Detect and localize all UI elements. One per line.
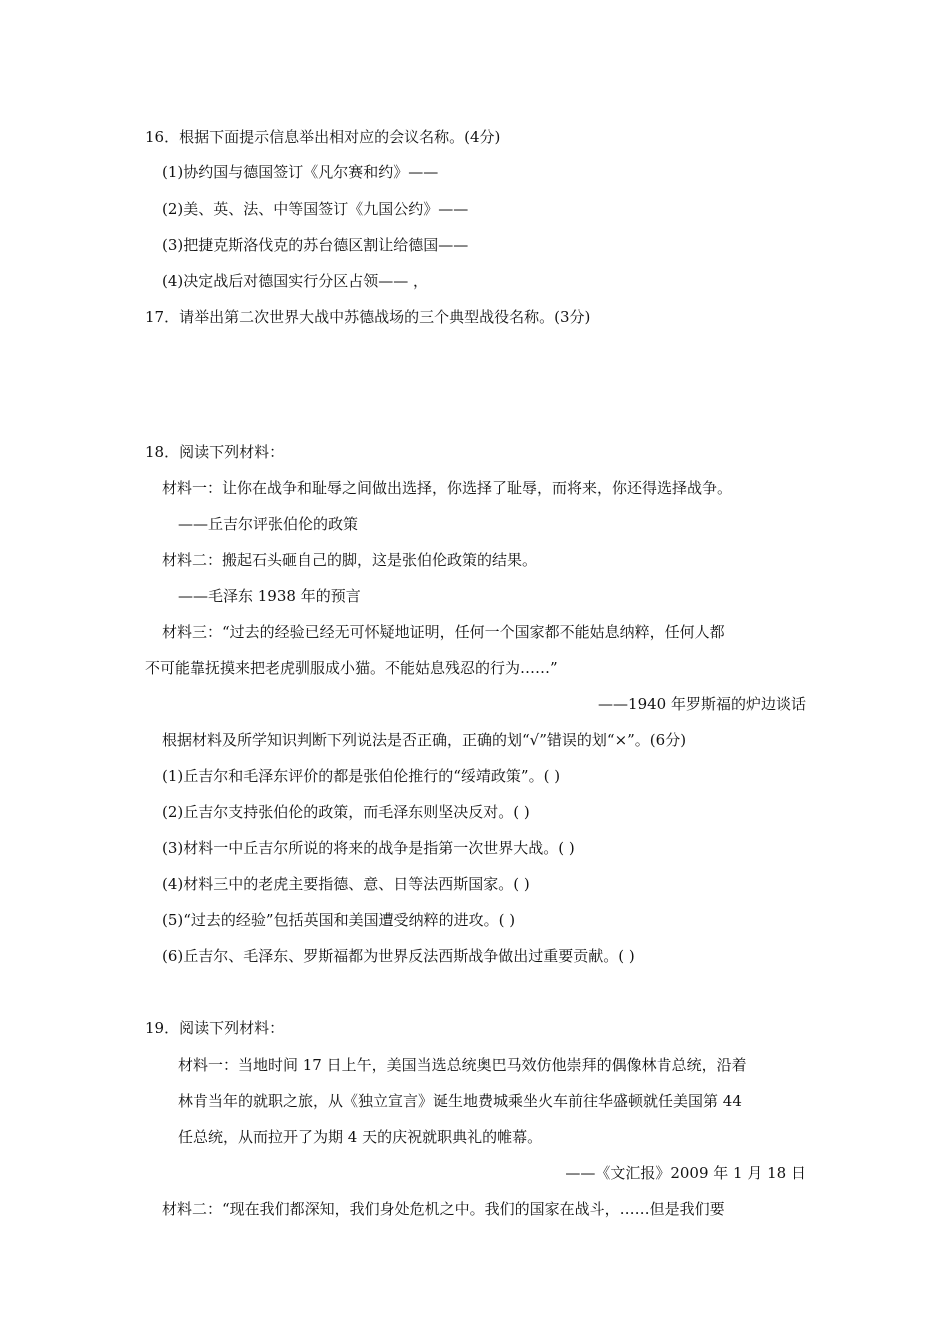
q18-material-1-source: ——丘吉尔评张伯伦的政策 <box>178 515 359 533</box>
q17-title: 17．请举出第二次世界大战中苏德战场的三个典型战役名称。(3分) <box>145 308 591 326</box>
q19-material-2: 材料二：“现在我们都深知，我们身处危机之中。我们的国家在战斗，……但是我们要 <box>162 1200 725 1218</box>
q16-item-4: (4)决定战后对德国实行分区占领—— ， <box>162 272 429 290</box>
q19-material-1-line-2: 林肯当年的就职之旅，从《独立宣言》诞生地费城乘坐火车前往华盛顿就任美国第 44 <box>178 1092 742 1110</box>
q19-material-1-source: ——《文汇报》2009 年 1 月 18 日 <box>565 1164 806 1182</box>
q18-item-5: (5)“过去的经验”包括英国和美国遭受纳粹的进攻。( ) <box>162 911 516 929</box>
q16-title: 16．根据下面提示信息举出相对应的会议名称。(4分) <box>145 128 501 146</box>
q16-item-3: (3)把捷克斯洛伐克的苏台德区割让给德国—— <box>162 236 469 254</box>
q19-material-1-line-1: 材料一：当地时间 17 日上午，美国当选总统奥巴马效仿他崇拜的偶像林肯总统，沿着 <box>178 1056 747 1074</box>
q18-material-2: 材料二：搬起石头砸自己的脚，这是张伯伦政策的结果。 <box>162 551 538 569</box>
q18-material-3-line-2: 不可能靠抚摸来把老虎驯服成小猫。不能姑息残忍的行为……” <box>145 659 558 677</box>
q16-item-2: (2)美、英、法、中等国签订《九国公约》—— <box>162 200 469 218</box>
q19-material-1-line-3: 任总统，从而拉开了为期 4 天的庆祝就职典礼的帷幕。 <box>178 1128 543 1146</box>
q18-item-6: (6)丘吉尔、毛泽东、罗斯福都为世界反法西斯战争做出过重要贡献。( ) <box>162 947 635 965</box>
q18-title: 18．阅读下列材料： <box>145 443 285 461</box>
q16-item-1: (1)协约国与德国签订《凡尔赛和约》—— <box>162 163 439 181</box>
q18-material-2-source: ——毛泽东 1938 年的预言 <box>178 587 361 605</box>
q18-material-3-line-1: 材料三：“过去的经验已经无可怀疑地证明，任何一个国家都不能姑息纳粹，任何人都 <box>162 623 725 641</box>
q19-title: 19．阅读下列材料： <box>145 1019 285 1037</box>
q18-instruction: 根据材料及所学知识判断下列说法是否正确，正确的划“√”错误的划“×”。(6分) <box>162 731 687 749</box>
q18-item-2: (2)丘吉尔支持张伯伦的政策，而毛泽东则坚决反对。( ) <box>162 803 530 821</box>
q18-material-1: 材料一：让你在战争和耻辱之间做出选择，你选择了耻辱，而将来，你还得选择战争。 <box>162 479 733 497</box>
q18-item-1: (1)丘吉尔和毛泽东评价的都是张伯伦推行的“绥靖政策”。( ) <box>162 767 561 785</box>
q18-item-3: (3)材料一中丘吉尔所说的将来的战争是指第一次世界大战。( ) <box>162 839 575 857</box>
q18-item-4: (4)材料三中的老虎主要指德、意、日等法西斯国家。( ) <box>162 875 530 893</box>
q18-material-3-source: ——1940 年罗斯福的炉边谈话 <box>598 695 806 713</box>
